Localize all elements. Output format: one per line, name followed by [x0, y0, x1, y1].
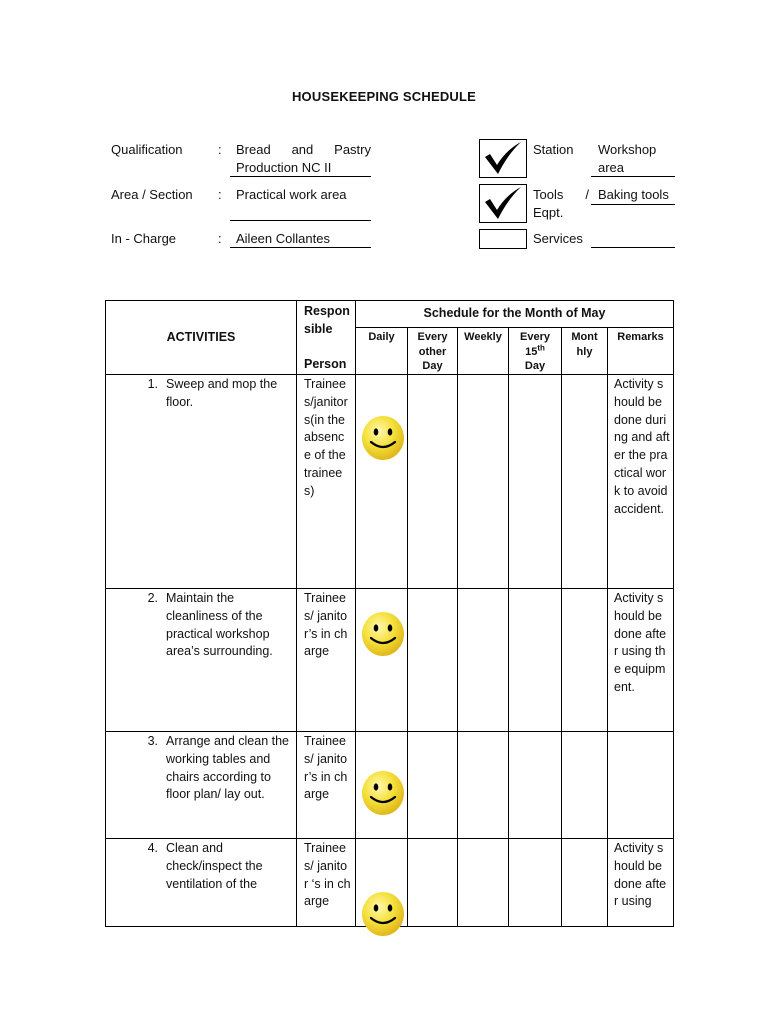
daily-cell: [356, 839, 408, 927]
activity-number: 1.: [147, 377, 158, 391]
header-responsible-person: Person: [304, 356, 347, 371]
qualification-colon: :: [218, 142, 222, 157]
every-other-day-cell: [408, 732, 458, 839]
services-value: [591, 230, 675, 248]
activity-cell: [106, 839, 297, 927]
remarks-cell: Activity should be done during and after the practical work to avoid accident.: [608, 375, 674, 589]
tools-checkbox[interactable]: [479, 184, 527, 223]
header-responsible: [297, 301, 356, 375]
smiley-icon: [361, 415, 405, 461]
table-row: [106, 375, 674, 589]
activity-text: Maintain the cleanliness of the practical workshop area’s surrounding.: [166, 591, 273, 659]
responsible-cell: Trainees/ janitor’s in charge: [297, 589, 356, 732]
weekly-cell: [458, 589, 509, 732]
incharge-colon: :: [218, 231, 222, 246]
header-remarks: Remarks: [608, 328, 674, 375]
monthly-cell: [562, 839, 608, 927]
station-checkbox[interactable]: [479, 139, 527, 178]
activity-number: 4.: [147, 841, 158, 855]
smiley-icon: [361, 611, 405, 657]
remarks-cell: Activity should be done after using: [608, 839, 674, 927]
area-underline: [230, 220, 371, 221]
station-value: Workshop area: [591, 141, 675, 177]
incharge-label: In - Charge: [111, 231, 177, 246]
services-checkbox[interactable]: [479, 229, 527, 249]
every-15th-cell: [509, 732, 562, 839]
header-responsible-top: Responsible: [304, 304, 350, 336]
daily-cell: [356, 732, 408, 839]
activity-cell: [106, 732, 297, 839]
activity-text: Clean and check/inspect the ventilation of the: [166, 841, 263, 891]
incharge-value: Aileen Collantes: [236, 231, 330, 246]
table-row: [106, 732, 674, 839]
every-15th-cell: [509, 589, 562, 732]
tools-value: Baking tools: [591, 186, 675, 205]
every-other-day-cell: [408, 589, 458, 732]
header-daily: Daily: [356, 328, 408, 375]
activity-cell: [106, 589, 297, 732]
every-15th-cell: [509, 375, 562, 589]
qualification-label: Qualification: [111, 142, 183, 157]
weekly-cell: [458, 839, 509, 927]
activity-number: 2.: [147, 591, 158, 605]
checkmark-icon: [480, 185, 526, 222]
area-label: Area / Section: [111, 187, 193, 202]
header-weekly: Weekly: [458, 328, 509, 375]
remarks-cell: Activity should be done after using the equipment.: [608, 589, 674, 732]
activity-text: Arrange and clean the working tables and chairs according to floor plan/ lay out.: [166, 734, 290, 802]
monthly-cell: [562, 732, 608, 839]
responsible-cell: Trainees/ janitor’s in charge: [297, 732, 356, 839]
area-value: Practical work area: [236, 187, 347, 202]
station-label: Station: [533, 142, 574, 157]
header-monthly: Monthly: [562, 328, 608, 375]
daily-cell: [356, 375, 408, 589]
header-activities: ACTIVITIES: [106, 301, 297, 375]
weekly-cell: [458, 375, 509, 589]
monthly-cell: [562, 589, 608, 732]
services-label: Services: [533, 231, 583, 246]
header-every-15th-day: [509, 328, 562, 375]
every-other-day-cell: [408, 839, 458, 927]
smiley-icon: [361, 891, 405, 937]
daily-cell: [356, 589, 408, 732]
header-every-15th-tail: Day: [524, 360, 546, 372]
table-row: [106, 589, 674, 732]
header-every-15th-main: Every 15: [520, 331, 550, 358]
header-every-15th-sup: th: [537, 342, 545, 352]
remarks-cell: [608, 732, 674, 839]
smiley-icon: [361, 770, 405, 816]
schedule-table: [105, 300, 674, 927]
header-schedule-month: Schedule for the Month of May: [356, 301, 674, 328]
monthly-cell: [562, 375, 608, 589]
every-other-day-cell: [408, 375, 458, 589]
responsible-cell: Trainees/janitors(in the absence of the trainees): [297, 375, 356, 589]
page-title: HOUSEKEEPING SCHEDULE: [291, 89, 477, 104]
incharge-underline: [230, 247, 371, 248]
tools-label: Tools / Eqpt.: [533, 187, 589, 220]
every-15th-cell: [509, 839, 562, 927]
activity-number: 3.: [147, 734, 158, 748]
responsible-cell: Trainees/ janitor ‘s in charge: [297, 839, 356, 927]
checkmark-icon: [480, 140, 526, 177]
table-row: [106, 839, 674, 927]
qualification-value: Bread and Pastry Production NC II: [230, 141, 371, 177]
activity-text: Sweep and mop the floor.: [166, 377, 278, 409]
header-every-other-day: Every other Day: [408, 328, 458, 375]
area-colon: :: [218, 187, 222, 202]
activity-cell: [106, 375, 297, 589]
weekly-cell: [458, 732, 509, 839]
